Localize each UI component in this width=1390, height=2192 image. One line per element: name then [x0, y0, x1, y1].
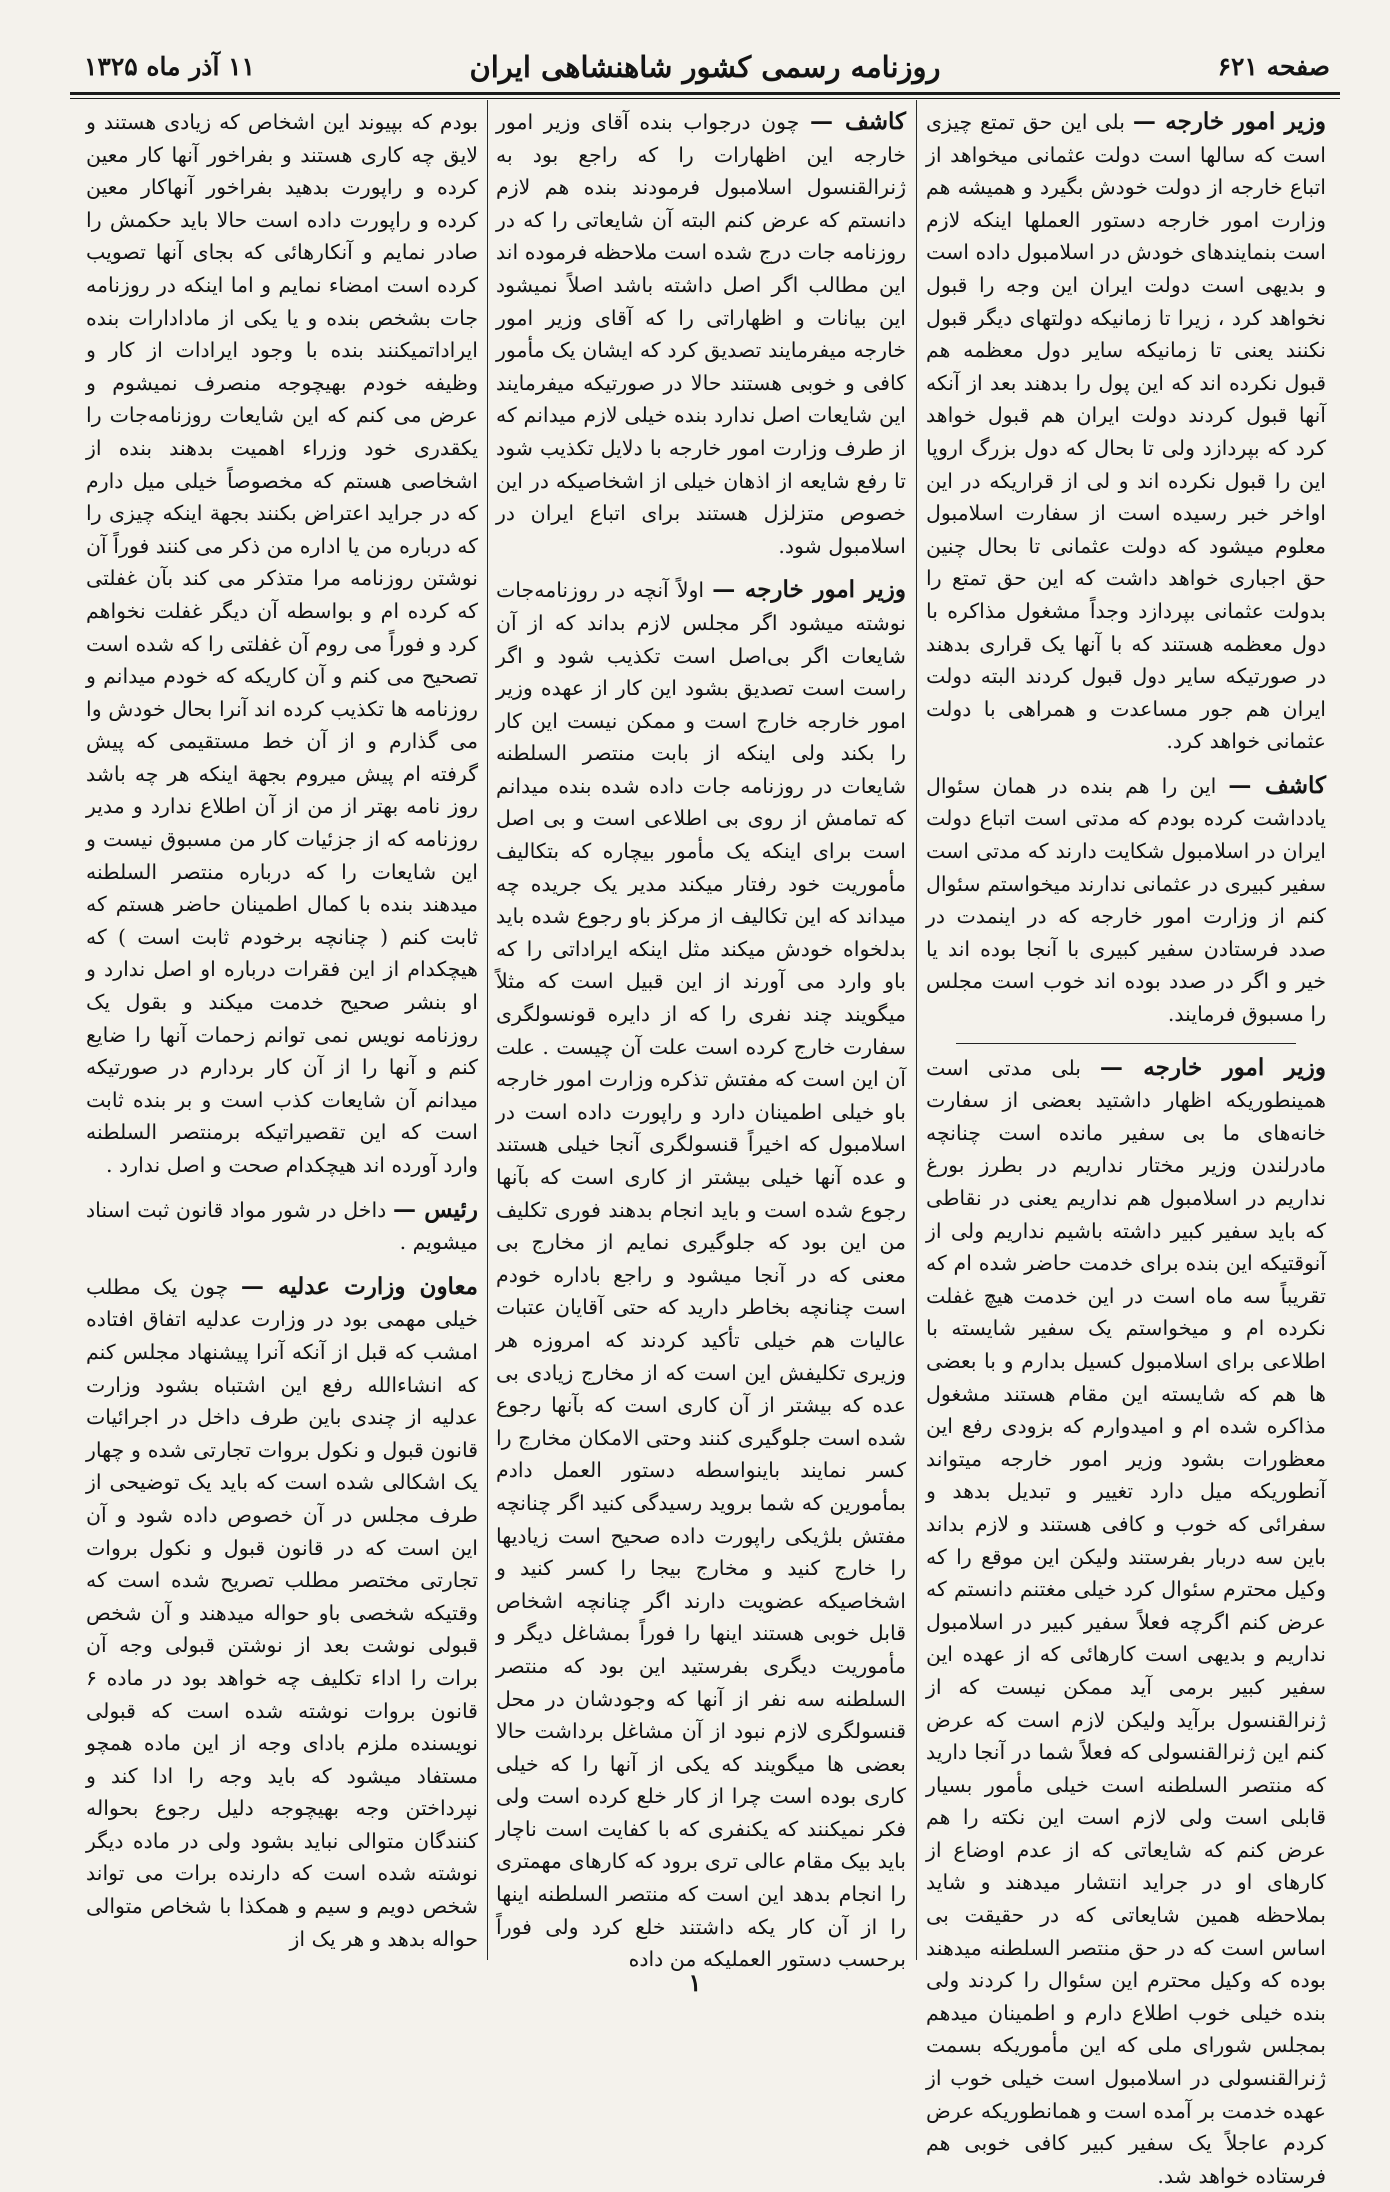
column-left [86, 106, 478, 1951]
column-divider-right [916, 100, 917, 1960]
speaker-name: وزیر امور خارجه — [1099, 1053, 1326, 1081]
speech [86, 106, 478, 1182]
speech [496, 574, 906, 1976]
newspaper-title: روزنامه رسمی کشور شاهنشاهی ایران [469, 50, 941, 84]
speaker-name: وزیر امور خارجه — [712, 576, 906, 604]
column-right [926, 106, 1326, 2188]
header-rule-thin [70, 98, 1340, 99]
speech [926, 1052, 1326, 2192]
header-rule [70, 92, 1340, 95]
speech [86, 1271, 478, 1955]
column-middle [496, 106, 907, 1972]
speech-text: چون یک مطلب خیلی مهمی بود در وزارت عدلیه اتفاق افتاده امشب که قبل از آنکه آنرا پیشنهاد مجلس کنم که انشاءالله رفع این اشتباه بشود وزارت عدلیه از چندی باین طرف داخل در اجرائیات قانون قبول و نکول بروات تجارتی شده و چهار یک اشکالی شده است که باید یک توضیحی از طرف مجلس در آن خصوص داده شود و آن این است که در قانون قبول و نکول بروات تجارتی مختصر مطلب تصریح شده است که وقتیکه شخصی باو حواله میدهند و آن شخص قبولی نوشت بعد از نوشتن قبولی وجه آن برات را اداء تکلیف چه خواهد بود در ماده ۶ قانون بروات نوشته شده است که قبولی نویسنده ملزم بادای وجه از این ماده همچو مستفاد میشود که باید وجه را ادا کند و نپرداختن وجه بهیچوجه دلیل رجوع بحواله کنندگان متوالی نباید بشود ولی در ماده دیگر نوشته شده است که دارنده برات می تواند شخص دویم و سیم و همکذا با شخاص متوالی حواله بدهد و هر یک از [86, 1274, 478, 1951]
speech [926, 770, 1326, 1031]
speaker-name: رئیس — [393, 1195, 478, 1223]
speaker-name: کاشف — [809, 108, 906, 135]
issue-date: ۱۱ آذر ماه ۱۳۲۵ [84, 52, 255, 81]
speech [86, 1194, 478, 1259]
speech-text: بلی این حق تمتع چیزی است که سالها است دولت عثمانی میخواهد از اتباع خارجه از دولت خودش بگیرد و همیشه هم وزارت امور خارجه دستور العملها اینکه لازم است بنمایندهای خودش در اسلامبول داده است و بدیهی است دولت ایران این وجه را قبول نخواهد کرد ، زیرا تا زمانیکه دولتهای دیگر قبول نکنند یعنی تا زمانیکه سایر دول معظمه هم قبول نکرده اند که این پول را بدهند بعد از آنکه آنها قبول کردند دولت ایران هم قبول خواهد کرد که بپردازد ولی تا بحال که دول بزرگ اروپا این را قبول نکرده اند و لی از قراریکه در این اواخر خبر رسیده است از سفارت اسلامبول معلوم میشود که دولت عثمانی تا بحال چنین حق اجباری خواهد داشت که این حق تمتع را بدولت عثمانی بپردازد وجداً مشغول مذاکره با دول معظمه هستند که با آنها یک قراری بدهند در صورتیکه سایر دول قبول کردند البته دولت ایران هم جور مساعدت و همراهی با دولت عثمانی خواهد کرد. [926, 110, 1326, 754]
speaker-name: معاون وزارت عدلیه — [240, 1272, 478, 1300]
speech-text: بودم که بپیوند این اشخاص که زیادی هستند و لایق چه کاری هستند و بفراخور آنها کار معین کرده و راپورت بدهید بفراخور آنهاکار معین کرده و راپورت داده است حالا باید حکمش را صادر نمایم و آنکارهائی که بجای آنها تصویب کرده است امضاء نمایم و اما اینکه در روزنامه جات بشخص بنده و یا یکی از مادادارات بنده ایراداتمیکنند بنده با وجود ایرادات از کار و وظیفه خودم بهیچوجه منصرف نمیشوم و عرض می کنم که این شایعات روزنامه‌جات را یکقدری خود وزراء اهمیت بدهند بنده از اشخاصی هستم که مخصوصاً خیلی میل دارم که در جراید اعتراض بکنند بجهة اینکه چیزی را که درباره من یا اداره من ذکر می کنند فوراً آن نوشتن روزنامه مرا متذکر می کند بآن غفلتی که کرده ام و بواسطه آن دیگر غفلت نخواهم کرد و فوراً می روم آن غفلتی را که شده است تصحیح می کنم و آن کاریکه که خودم میدانم و روزنامه ها تکذیب کرده اند آنرا بحال خودش وا می گذارم و از آن خط مستقیمی که پیش گرفته ام پیش میروم بجهة اینکه هر چه باشد روز نامه بهتر از من از آن اطلاع ندارد و مدیر روزنامه که از جزئیات کار من مسبوق نیست و این شایعات را که درباره منتصر السلطنه میدهند بنده با کمال اطمینان حاضر هستم که ثابت کنم ( چنانچه برخودم ثابت است ) که هیچکدام از این فقرات درباره او اصل ندارد و او بنشر صحیح خدمت میکند و بقول یک روزنامه نویس نمی توانم زحمات آنها را ضایع کنم و آنها را از آن کار بردارم در صورتیکه میدانم آن شایعات کذب است و بر بنده ثابت است که این تقصیراتیکه برمنتصر السلطنه وارد آورده اند هیچکدام صحت و اصل ندارد . [86, 110, 478, 1177]
speech [496, 106, 906, 562]
speech-text: چون درجواب بنده آقای وزیر امور خارجه این اظهارات را که راجع بود به ژنرالقنسول اسلامبول فرمودند بنده هم لازم دانستم که عرض کنم البته آن شایعاتی را که در روزنامه جات درج شده است ملاحظه فرموده اند این مطالب اگر اصل داشته باشد اصلاً نمیشود این بیانات و اظهاراتی را که آقای وزیر امور خارجه میفرمایند تصدیق کرد که ایشان یک مأمور کافی و خوبی هستند حالا در صورتیکه میفرمایند این شایعات اصل ندارد بنده خیلی لازم میدانم که از طرف وزارت امور خارجه با دلایل تکذیب شود تا رفع شایعه از اذهان خیلی از اشخاصیکه در این خصوص متزلزل هستند برای اتباع ایران در اسلامبول شود. [496, 110, 906, 558]
page-label: صفحه ۶۲۱ [1217, 52, 1330, 81]
section-separator [956, 1043, 1296, 1044]
speech-text: بلی مدتی است همینطوریکه اظهار داشتید بعضی از سفارت خانه‌های ما بی سفیر مانده است چنانچه مادرلندن وزیر مختار نداریم در بطرز بورغ نداریم در اسلامبول هم نداریم یعنی در نقاطی که باید سفیر کبیر داشته باشیم نداریم ولی از آنوقتیکه این بنده برای خدمت حاضر شده ام که تقریباً سه ماه است در این خدمت هیچ غفلت نکرده ام و میخواستم یک سفیر شایسته با اطلاعی برای اسلامبول کسیل بدارم و با بعضی ها هم که شایسته این مقام هستند مشغول مذاکره شده ام و امیدوارم که بزودی رفع این معظورات بشود وزیر امور خارجه میتواند آنطوریکه میل دارد تغییر و تبدیل بدهد و سفرائی که خوب و کافی هستند و لازم بداند باین سه دربار بفرستند ولیکن این موقع را که وکیل محترم سئوال کرد خیلی مغتنم دانستم که عرض کنم اگرچه فعلاً سفیر کبیر در اسلامبول نداریم و بدیهی است کارهائی که از عهده این سفیر کبیر برمی آید ممکن نیست که از ژنرالقنسول برآید ولیکن لازم است که عرض کنم این ژنرالقنسولی که فعلاً شما در آنجا دارید که منتصر السلطنه است خیلی مأمور بسیار قابلی است ولی لازم است این نکته را هم عرض کنم که شایعاتی که از عدم اوضاع از کارهای او در جراید انتشار میدهند و شاید بملاحظه همین شایعاتی که در حقیقت بی اساس است که در حق منتصر السلطنه میدهند بوده که وکیل محترم این سئوال را کردند ولی بنده خیلی خوب اطلاع دارم و اطمینان میدهم بمجلس شورای ملی که این مأموریکه بسمت ژنرالقنسولی در اسلامبول است خیلی خوب از عهده خدمت بر آمده است و همانطوریکه عرض کردم عاجلاً یک سفیر کبیر کافی خوبی هم فرستاده خواهد شد. [926, 1055, 1326, 2188]
speaker-name: کاشف — [1228, 771, 1326, 799]
speech [926, 106, 1326, 758]
speech-text: این را هم بنده در همان سئوال یادداشت کرده بودم که مدتی است اتباع دولت ایران در اسلامبول شکایت دارند که مدتی است سفیر کبیری در عثمانی ندارند میخواستم سئوال کنم از وزارت امور خارجه که در اینمدت در صدد فرستادن سفیر کبیری با آنجا بوده اند یا خیر و اگر در صدد بوده اند خوب است مجلس را مسبوق فرمایند. [926, 773, 1326, 1027]
masthead [70, 48, 1340, 96]
speaker-name: وزیر امور خارجه — [1132, 108, 1326, 135]
speech-text: اولاً آنچه در روزنامه‌جات نوشته میشود اگر مجلس لازم بداند که از آن شایعات اگر بی‌اصل است تکذیب شود و اگر راست است تصدیق بشود این کار از عهده وزیر امور خارجه خارج است و ممکن نیست این کار را بکند ولی اینکه از بابت منتصر السلطنه شایعات در روزنامه جات داده شده بنده میدانم که تمامش از روی بی اطلاعی است و بی اصل است برای اینکه یک مأمور بیچاره که بتکالیف مأموریت خود رفتار میکند مدیر یک جریده چه میداند که این تکالیف از مرکز باو رجوع شده باید بدلخواه خودش میکند مثل اینکه ایراداتی را که باو وارد می آورند از این قبیل است که مثلاً میگویند چند نفری را که از دایره قونسولگری سفارت خارج کرده است علت آن چیست . علت آن این است که مفتش تذکره وزارت امور خارجه باو خیلی اطمینان دارد و راپورت داده است در اسلامبول که اخیراً قنسولگری آنجا خیلی هستند و عده آنها خیلی بیشتر از کاری است که بآنها رجوع شده است و باید انجام بدهند فوری تکلیف من این بود که جلوگیری نمایم از مخارج بی معنی که در آنجا میشود و راجع باداره خودم است چنانچه بخاطر دارید که حتی آقایان عتبات عالیات هم خیلی تأکید کردند که امروزه هر وزیری تکلیفش این است که از مخارج زیادی بی عده که بیشتر از آن کاری است که بآنها رجوع شده است جلوگیری کنند وحتی الامکان مخارج را کسر نمایند باینواسطه دستور العمل دادم بمأمورین که شما بروید رسیدگی کنید اگر چنانچه مفتش بلژیکی راپورت داده صحیح است زیادیها را خارج کنید و مخارج بیجا را کسر کنید و اشخاصیکه عضویت دارند اگر چنانچه اشخاص قابل خوبی هستند اینها را فوراً بمشاغل دیگر و مأموریت دیگری بفرستید این بود که منتصر السلطنه سه نفر از آنها که وجودشان در محل قنسولگری لازم نبود از آن مشاغل برداشت حالا بعضی ها میگویند که یکی از آنها را که خیلی کاری بوده است چرا از کار خلع کرده است ولی فکر نمیکنند که یکنفری که با کفایت است ناچار باید بیک مقام عالی تری برود که کارهای مهمتری را انجام بدهد این است که منتصر السلطنه اینها را از آن کار یکه داشتند خلع کرد ولی فوراً برحسب دستور العملیکه من داده [496, 578, 907, 1972]
page-number: ۱ [688, 1968, 702, 1997]
speech-text: داخل در شور مواد قانون ثبت اسناد میشویم . [86, 1197, 478, 1255]
column-divider-left [487, 100, 488, 1960]
